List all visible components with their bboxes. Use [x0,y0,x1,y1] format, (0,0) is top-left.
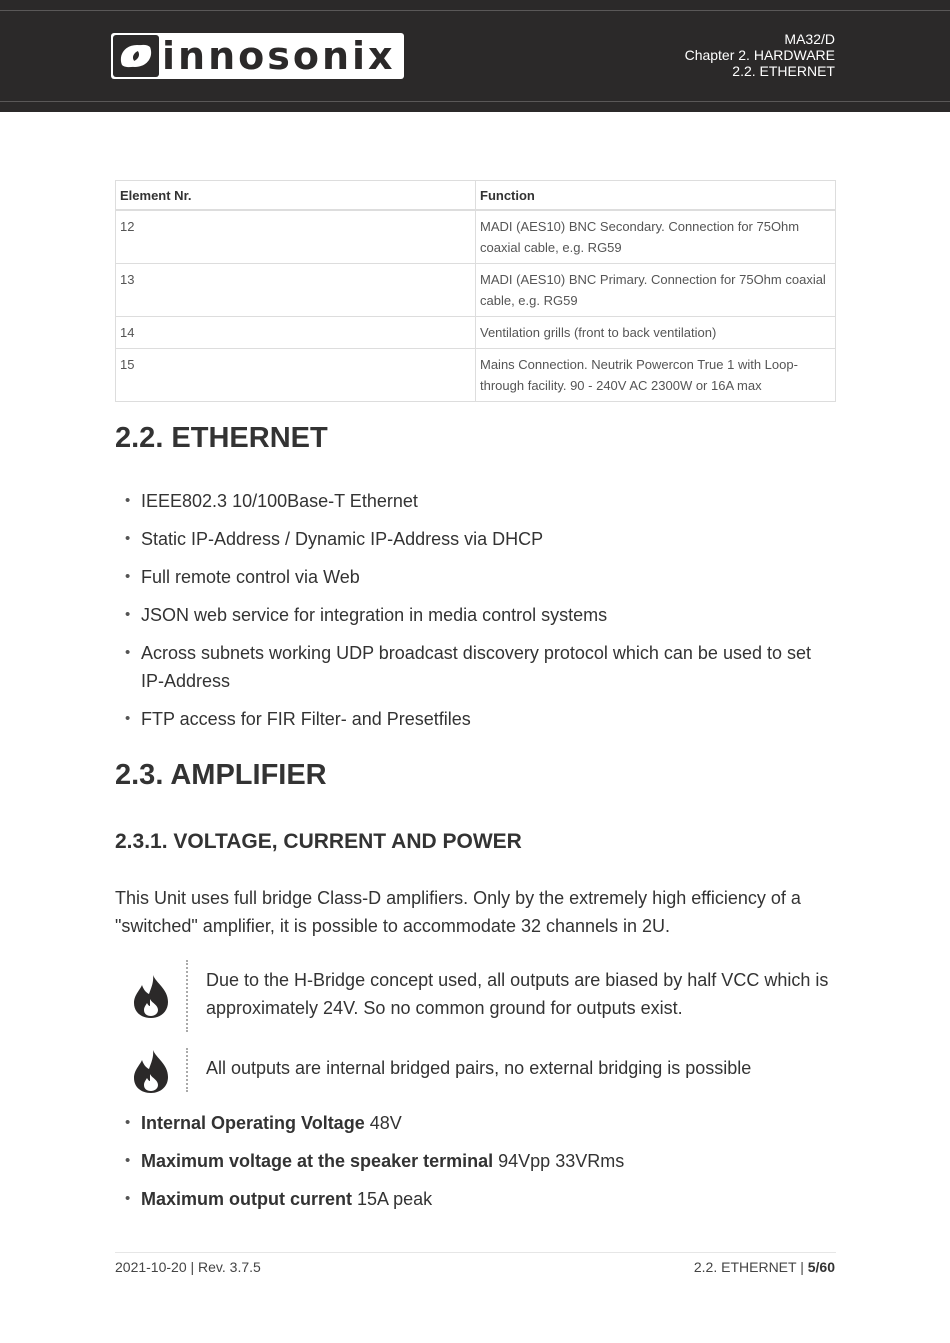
logo-mark-icon [113,35,159,77]
page-header [0,0,950,112]
table-row [116,264,836,317]
spec-label: Maximum output current [141,1189,353,1209]
page-total: 60 [819,1259,835,1275]
table-header-row [116,181,836,211]
logo-wordmark: innosonix [162,34,396,78]
spec-value: 48V [369,1113,402,1133]
note-text: Due to the H-Bridge concept used, all outputs are biased by half VCC which is approximately 24V. So no common ground for outputs exist. [206,970,829,1018]
page-separator: / [815,1259,820,1275]
amplifier-paragraph: This Unit uses full bridge Class-D amplifiers. Only by the extremely high efficiency of a "switched" amplifier, it is possible to accommodate 32 channels in 2U. [115,888,801,936]
table-cell: 13 [116,264,476,317]
page-number: 5 [807,1259,816,1275]
heading-amplifier: 2.3. AMPLIFIER [115,759,327,791]
warning-note [115,1048,835,1094]
subheading-voltage: 2.3.1. VOLTAGE, CURRENT AND POWER [115,830,522,853]
list-item: • Full remote control via Web [115,563,835,591]
list-item: • FTP access for FIR Filter- and Presetfiles [115,705,835,733]
table-cell: MADI (AES10) BNC Primary. Connection for 75Ohm coaxial cable, e.g. RG59 [476,264,836,317]
list-item [115,1147,835,1175]
list-item: • Static IP-Address / Dynamic IP-Address via DHCP [115,525,835,553]
table-row [116,210,836,264]
table-cell: 14 [116,317,476,349]
element-table [115,180,836,402]
table-row [116,317,836,349]
column-header: Function [476,181,836,211]
table-cell: Mains Connection. Neutrik Powercon True 1 with Loop-through facility. 90 - 240V AC 2300W or 16A max [476,349,836,402]
footer-section: 2.2. ETHERNET | [693,1259,804,1275]
list-item [115,1109,835,1137]
amplifier-spec-list [115,1109,835,1223]
ethernet-feature-list [115,487,835,743]
note-divider [186,1048,188,1092]
note-divider [186,960,188,1032]
table-cell: Ventilation grills (front to back ventilation) [476,317,836,349]
doc-title: MA32/D [784,31,835,47]
section-title: 2.2. ETHERNET [732,63,835,79]
column-header: Element Nr. [116,181,476,211]
list-item [115,1185,835,1213]
warning-note [115,960,835,1032]
table-row [116,349,836,402]
heading-ethernet: 2.2. ETHERNET [115,422,328,454]
table-cell: 12 [116,210,476,264]
list-item: • JSON web service for integration in media control systems [115,601,835,629]
flame-icon [132,973,170,1019]
note-text: All outputs are internal bridged pairs, no external bridging is possible [206,1058,752,1078]
spec-label: Internal Operating Voltage [141,1113,365,1133]
footer-date-revision: 2021-10-20 | Rev. 3.7.5 [115,1259,261,1275]
spec-value: 94Vpp 33VRms [498,1151,625,1171]
footer-divider [115,1252,836,1253]
header-rule-bottom [0,101,950,102]
header-rule-top [0,10,950,11]
chapter-title: Chapter 2. HARDWARE [684,47,835,63]
list-item: • IEEE802.3 10/100Base-T Ethernet [115,487,835,515]
spec-label: Maximum voltage at the speaker terminal [141,1151,494,1171]
list-item: • Across subnets working UDP broadcast discovery protocol which can be used to set IP-Address [115,639,835,695]
header-breadcrumb [685,31,835,79]
flame-icon [132,1048,170,1094]
footer-page-info [694,1259,835,1275]
spec-value: 15A peak [357,1189,433,1209]
table-cell: 15 [116,349,476,402]
table-cell: MADI (AES10) BNC Secondary. Connection for 75Ohm coaxial cable, e.g. RG59 [476,210,836,264]
